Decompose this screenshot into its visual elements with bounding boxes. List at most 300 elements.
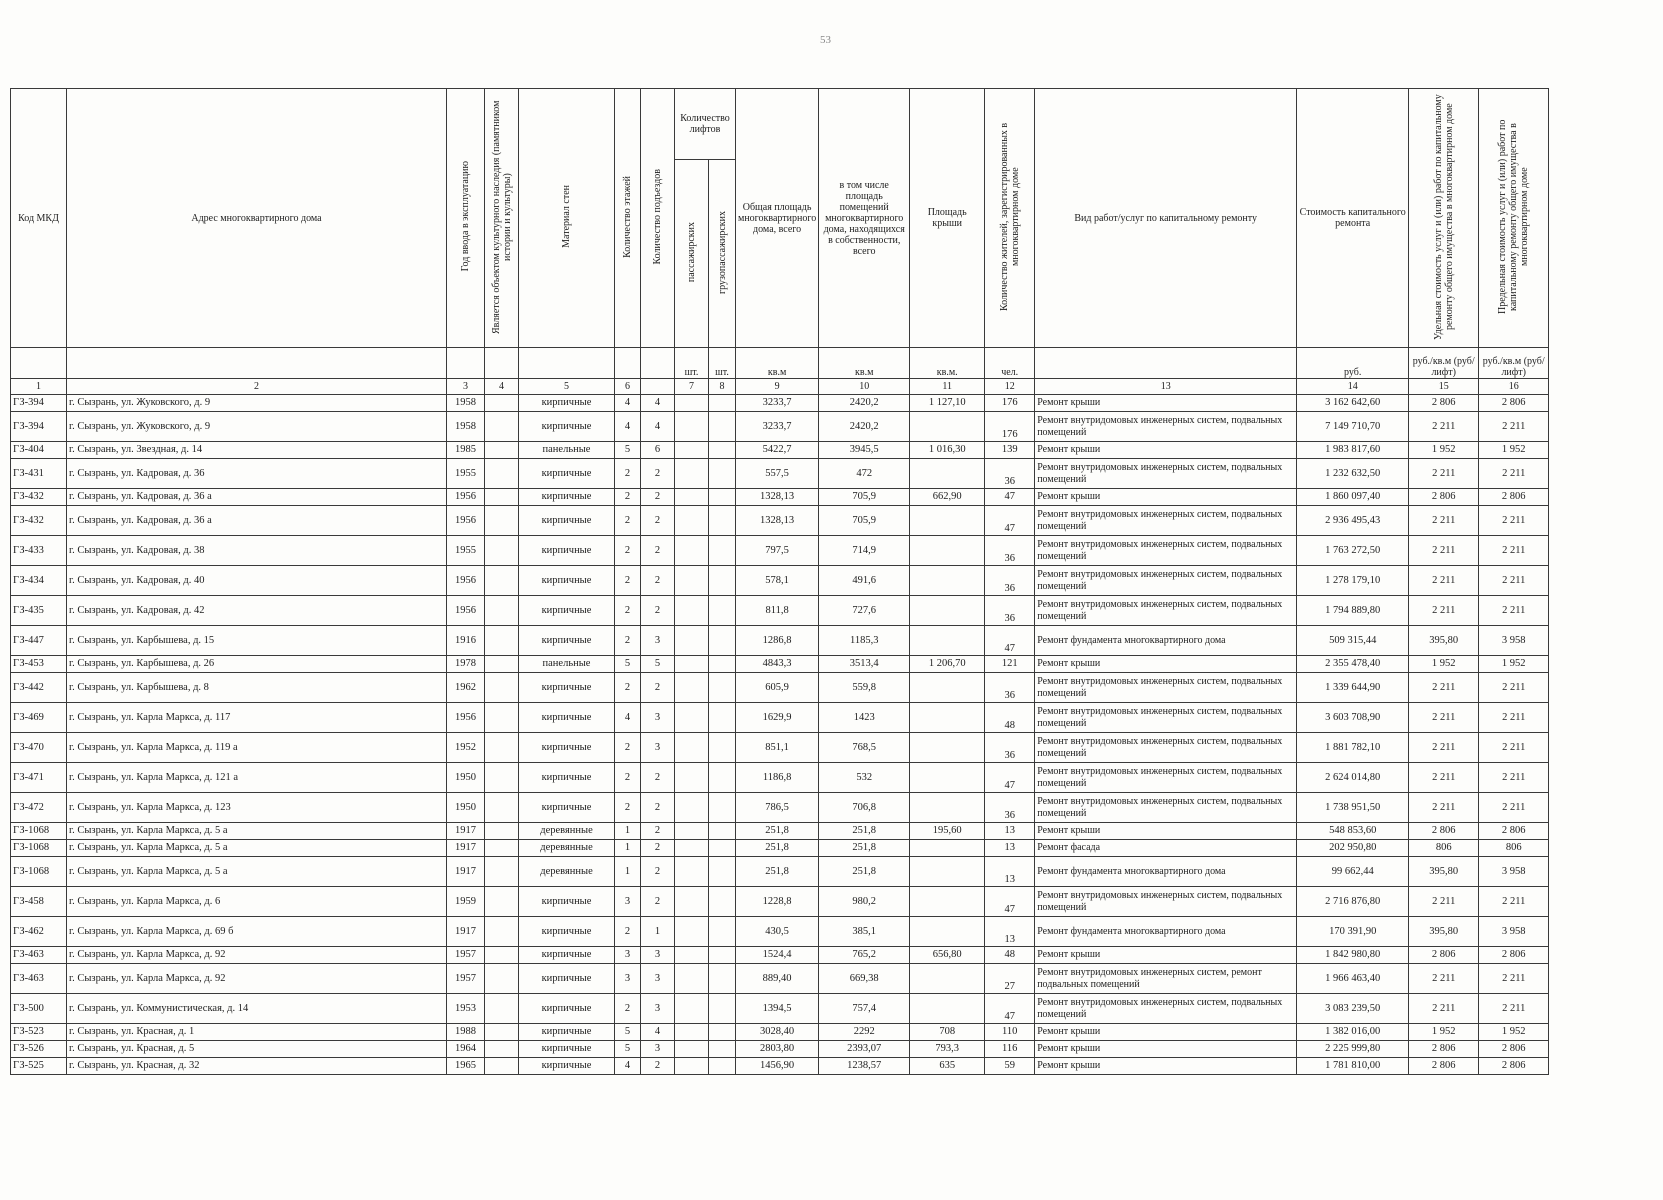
column-number: 6 — [615, 379, 641, 395]
cell-entrances: 2 — [641, 840, 675, 857]
cell-unit-cost: 2 211 — [1409, 733, 1479, 763]
cell-unit-cost: 2 806 — [1409, 1041, 1479, 1058]
cell-max-cost: 2 211 — [1479, 536, 1549, 566]
table-row — [11, 459, 1549, 489]
cell-code: ГЗ-1068 — [11, 857, 67, 887]
cell-area-owned: 491,6 — [819, 566, 910, 596]
cell-lifts-pass — [675, 536, 709, 566]
cell-area-total: 3233,7 — [736, 412, 819, 442]
cell-address: г. Сызрань, ул. Карбышева, д. 26 — [67, 656, 447, 673]
cell-work: Ремонт внутридомовых инженерных систем, подвальных помещений — [1035, 793, 1297, 823]
cell-residents: 48 — [985, 703, 1035, 733]
cell-entrances: 2 — [641, 887, 675, 917]
cell-code: ГЗ-394 — [11, 395, 67, 412]
column-number: 16 — [1479, 379, 1549, 395]
cell-floors: 2 — [615, 459, 641, 489]
col-lifts-cargo-header: грузопассажирских — [709, 160, 736, 348]
cell-area-owned: 251,8 — [819, 823, 910, 840]
cell-floors: 3 — [615, 887, 641, 917]
cell-material: кирпичные — [519, 733, 615, 763]
cell-code: ГЗ-500 — [11, 994, 67, 1024]
cell-lifts-cargo — [709, 994, 736, 1024]
cell-address: г. Сызрань, ул. Красная, д. 5 — [67, 1041, 447, 1058]
unit-unit-cost: руб./кв.м (руб/лифт) — [1409, 348, 1479, 379]
cell-year: 1958 — [447, 412, 485, 442]
cell-code: ГЗ-462 — [11, 917, 67, 947]
cell-max-cost: 1 952 — [1479, 442, 1549, 459]
cell-code: ГЗ-471 — [11, 763, 67, 793]
cell-lifts-pass — [675, 1024, 709, 1041]
cell-address: г. Сызрань, ул. Карла Маркса, д. 5 а — [67, 857, 447, 887]
cell-entrances: 3 — [641, 703, 675, 733]
cell-max-cost: 2 211 — [1479, 733, 1549, 763]
cell-work: Ремонт внутридомовых инженерных систем, подвальных помещений — [1035, 673, 1297, 703]
cell-unit-cost: 2 211 — [1409, 703, 1479, 733]
cell-lifts-cargo — [709, 412, 736, 442]
cell-cost: 1 339 644,90 — [1297, 673, 1409, 703]
cell-entrances: 3 — [641, 733, 675, 763]
cell-lifts-pass — [675, 596, 709, 626]
cell-code: ГЗ-463 — [11, 964, 67, 994]
col-roof-header: Площадь крыши — [910, 89, 985, 348]
cell-cost: 3 603 708,90 — [1297, 703, 1409, 733]
cell-max-cost: 2 211 — [1479, 673, 1549, 703]
table-row — [11, 733, 1549, 763]
cell-work: Ремонт внутридомовых инженерных систем, подвальных помещений — [1035, 536, 1297, 566]
cell-area-total: 251,8 — [736, 857, 819, 887]
cell-address: г. Сызрань, ул. Кадровая, д. 42 — [67, 596, 447, 626]
cell-residents: 59 — [985, 1058, 1035, 1075]
cell-heritage — [485, 536, 519, 566]
cell-lifts-pass — [675, 1058, 709, 1075]
cell-cost: 1 278 179,10 — [1297, 566, 1409, 596]
table-row — [11, 1024, 1549, 1041]
cell-heritage — [485, 673, 519, 703]
column-number: 15 — [1409, 379, 1479, 395]
cell-residents: 27 — [985, 964, 1035, 994]
cell-residents: 36 — [985, 536, 1035, 566]
cell-lifts-cargo — [709, 840, 736, 857]
cell-area-total: 1394,5 — [736, 994, 819, 1024]
cell-lifts-pass — [675, 506, 709, 536]
cell-year: 1964 — [447, 1041, 485, 1058]
cell-material: кирпичные — [519, 1024, 615, 1041]
cell-max-cost: 2 211 — [1479, 566, 1549, 596]
cell-max-cost: 2 211 — [1479, 994, 1549, 1024]
table-row — [11, 947, 1549, 964]
cell-year: 1917 — [447, 840, 485, 857]
cell-year: 1956 — [447, 489, 485, 506]
cell-floors: 2 — [615, 917, 641, 947]
cell-material: кирпичные — [519, 887, 615, 917]
cell-residents: 139 — [985, 442, 1035, 459]
cell-area-total: 5422,7 — [736, 442, 819, 459]
cell-cost: 1 842 980,80 — [1297, 947, 1409, 964]
cell-code: ГЗ-442 — [11, 673, 67, 703]
cell-code: ГЗ-447 — [11, 626, 67, 656]
cell-entrances: 6 — [641, 442, 675, 459]
cell-unit-cost: 2 806 — [1409, 1058, 1479, 1075]
column-number: 12 — [985, 379, 1035, 395]
cell-floors: 2 — [615, 506, 641, 536]
cell-unit-cost: 2 211 — [1409, 763, 1479, 793]
cell-heritage — [485, 395, 519, 412]
cell-max-cost: 2 211 — [1479, 412, 1549, 442]
col-max-cost-header: Предельная стоимость услуг и (или) работ по капитальному ремонту общего имущества в многоквартирном доме — [1479, 89, 1549, 348]
cell-area-owned: 765,2 — [819, 947, 910, 964]
cell-residents: 36 — [985, 459, 1035, 489]
cell-material: деревянные — [519, 823, 615, 840]
cell-address: г. Сызрань, ул. Карбышева, д. 8 — [67, 673, 447, 703]
cell-floors: 5 — [615, 442, 641, 459]
cell-unit-cost: 1 952 — [1409, 656, 1479, 673]
cell-material: кирпичные — [519, 536, 615, 566]
cell-material: кирпичные — [519, 1041, 615, 1058]
cell-material: кирпичные — [519, 763, 615, 793]
cell-code: ГЗ-432 — [11, 506, 67, 536]
cell-heritage — [485, 703, 519, 733]
col-area-owned-header: в том числе площадь помещений многоквартирного дома, находящихся в собственности, всего — [819, 89, 910, 348]
cell-unit-cost: 2 211 — [1409, 887, 1479, 917]
cell-max-cost: 3 958 — [1479, 917, 1549, 947]
cell-heritage — [485, 994, 519, 1024]
col-work-header: Вид работ/услуг по капитальному ремонту — [1035, 89, 1297, 348]
cell-lifts-pass — [675, 823, 709, 840]
cell-lifts-pass — [675, 763, 709, 793]
cell-material: кирпичные — [519, 395, 615, 412]
cell-heritage — [485, 793, 519, 823]
cell-unit-cost: 2 211 — [1409, 994, 1479, 1024]
table-row — [11, 703, 1549, 733]
cell-heritage — [485, 489, 519, 506]
cell-material: деревянные — [519, 857, 615, 887]
col-cost-header: Стоимость капитального ремонта — [1297, 89, 1409, 348]
cell-cost: 202 950,80 — [1297, 840, 1409, 857]
cell-area-total: 3233,7 — [736, 395, 819, 412]
cell-year: 1959 — [447, 887, 485, 917]
cell-max-cost: 2 211 — [1479, 964, 1549, 994]
cell-cost: 548 853,60 — [1297, 823, 1409, 840]
cell-lifts-cargo — [709, 1024, 736, 1041]
cell-lifts-pass — [675, 703, 709, 733]
table-row — [11, 887, 1549, 917]
cell-address: г. Сызрань, ул. Карла Маркса, д. 5 а — [67, 823, 447, 840]
unit-roof: кв.м. — [910, 348, 985, 379]
cell-year: 1955 — [447, 459, 485, 489]
column-numbers-row — [11, 379, 1549, 395]
cell-area-owned: 768,5 — [819, 733, 910, 763]
cell-entrances: 2 — [641, 1058, 675, 1075]
cell-year: 1988 — [447, 1024, 485, 1041]
cell-area-owned: 980,2 — [819, 887, 910, 917]
cell-floors: 1 — [615, 823, 641, 840]
table-row — [11, 964, 1549, 994]
cell-material: кирпичные — [519, 412, 615, 442]
cell-heritage — [485, 823, 519, 840]
cell-entrances: 2 — [641, 536, 675, 566]
cell-code: ГЗ-431 — [11, 459, 67, 489]
cell-lifts-pass — [675, 442, 709, 459]
table-row — [11, 442, 1549, 459]
cell-lifts-pass — [675, 994, 709, 1024]
cell-work: Ремонт внутридомовых инженерных систем, подвальных помещений — [1035, 459, 1297, 489]
cell-area-owned: 1238,57 — [819, 1058, 910, 1075]
cell-work: Ремонт крыши — [1035, 656, 1297, 673]
cell-lifts-pass — [675, 459, 709, 489]
column-number: 14 — [1297, 379, 1409, 395]
cell-material: кирпичные — [519, 964, 615, 994]
cell-code: ГЗ-435 — [11, 596, 67, 626]
cell-code: ГЗ-469 — [11, 703, 67, 733]
cell-lifts-pass — [675, 412, 709, 442]
cell-floors: 1 — [615, 857, 641, 887]
cell-cost: 1 382 016,00 — [1297, 1024, 1409, 1041]
cell-max-cost: 2 806 — [1479, 395, 1549, 412]
cell-area-total: 1328,13 — [736, 489, 819, 506]
cell-area-owned: 3945,5 — [819, 442, 910, 459]
column-number: 4 — [485, 379, 519, 395]
capital-repair-table — [10, 88, 1549, 1075]
cell-lifts-cargo — [709, 947, 736, 964]
cell-address: г. Сызрань, ул. Карла Маркса, д. 92 — [67, 947, 447, 964]
table-row — [11, 626, 1549, 656]
cell-roof — [910, 703, 985, 733]
column-number: 1 — [11, 379, 67, 395]
cell-unit-cost: 806 — [1409, 840, 1479, 857]
unit-area-owned: кв.м — [819, 348, 910, 379]
cell-lifts-cargo — [709, 442, 736, 459]
cell-lifts-pass — [675, 733, 709, 763]
cell-work: Ремонт крыши — [1035, 1058, 1297, 1075]
table-row — [11, 1041, 1549, 1058]
cell-work: Ремонт внутридомовых инженерных систем, подвальных помещений — [1035, 887, 1297, 917]
cell-roof — [910, 887, 985, 917]
cell-roof — [910, 917, 985, 947]
cell-work: Ремонт внутридомовых инженерных систем, подвальных помещений — [1035, 506, 1297, 536]
cell-lifts-pass — [675, 947, 709, 964]
cell-cost: 2 716 876,80 — [1297, 887, 1409, 917]
cell-residents: 176 — [985, 412, 1035, 442]
cell-floors: 2 — [615, 489, 641, 506]
cell-max-cost: 2 211 — [1479, 793, 1549, 823]
cell-residents: 36 — [985, 733, 1035, 763]
cell-floors: 4 — [615, 412, 641, 442]
cell-lifts-pass — [675, 673, 709, 703]
cell-roof — [910, 964, 985, 994]
cell-material: кирпичные — [519, 1058, 615, 1075]
cell-max-cost: 806 — [1479, 840, 1549, 857]
cell-heritage — [485, 947, 519, 964]
cell-area-total: 1524,4 — [736, 947, 819, 964]
cell-lifts-pass — [675, 887, 709, 917]
cell-lifts-cargo — [709, 536, 736, 566]
cell-max-cost: 1 952 — [1479, 656, 1549, 673]
table-row — [11, 840, 1549, 857]
cell-lifts-pass — [675, 489, 709, 506]
cell-roof — [910, 459, 985, 489]
cell-material: кирпичные — [519, 626, 615, 656]
cell-area-owned: 2420,2 — [819, 412, 910, 442]
cell-max-cost: 2 806 — [1479, 489, 1549, 506]
cell-material: кирпичные — [519, 917, 615, 947]
cell-area-total: 557,5 — [736, 459, 819, 489]
cell-area-owned: 1185,3 — [819, 626, 910, 656]
cell-area-total: 4843,3 — [736, 656, 819, 673]
cell-work: Ремонт фундамента многоквартирного дома — [1035, 917, 1297, 947]
cell-residents: 47 — [985, 763, 1035, 793]
cell-cost: 2 355 478,40 — [1297, 656, 1409, 673]
cell-max-cost: 2 211 — [1479, 506, 1549, 536]
units-row — [11, 348, 1549, 379]
cell-material: кирпичные — [519, 506, 615, 536]
table-row — [11, 1058, 1549, 1075]
table-row — [11, 917, 1549, 947]
cell-lifts-cargo — [709, 566, 736, 596]
unit-max-cost: руб./кв.м (руб/лифт) — [1479, 348, 1549, 379]
cell-code: ГЗ-525 — [11, 1058, 67, 1075]
cell-area-total: 251,8 — [736, 823, 819, 840]
cell-heritage — [485, 412, 519, 442]
cell-entrances: 3 — [641, 1041, 675, 1058]
unit-residents: чел. — [985, 348, 1035, 379]
col-code-header: Код МКД — [11, 89, 67, 348]
cell-entrances: 2 — [641, 596, 675, 626]
cell-entrances: 2 — [641, 823, 675, 840]
cell-cost: 1 763 272,50 — [1297, 536, 1409, 566]
cell-unit-cost: 2 211 — [1409, 506, 1479, 536]
col-entrances-header: Количество подъездов — [641, 89, 675, 348]
table-row — [11, 506, 1549, 536]
cell-residents: 36 — [985, 793, 1035, 823]
cell-lifts-cargo — [709, 459, 736, 489]
cell-roof — [910, 857, 985, 887]
cell-area-total: 1186,8 — [736, 763, 819, 793]
cell-work: Ремонт крыши — [1035, 442, 1297, 459]
cell-max-cost: 2 806 — [1479, 947, 1549, 964]
cell-area-owned: 3513,4 — [819, 656, 910, 673]
cell-cost: 1 738 951,50 — [1297, 793, 1409, 823]
cell-floors: 2 — [615, 536, 641, 566]
cell-floors: 2 — [615, 626, 641, 656]
cell-floors: 5 — [615, 1041, 641, 1058]
col-area-total-header: Общая площадь многоквартирного дома, всего — [736, 89, 819, 348]
cell-unit-cost: 2 806 — [1409, 947, 1479, 964]
table-row — [11, 994, 1549, 1024]
cell-roof — [910, 566, 985, 596]
cell-unit-cost: 1 952 — [1409, 1024, 1479, 1041]
table-row — [11, 412, 1549, 442]
cell-material: кирпичные — [519, 566, 615, 596]
cell-address: г. Сызрань, ул. Кадровая, д. 36 — [67, 459, 447, 489]
cell-area-total: 3028,40 — [736, 1024, 819, 1041]
cell-year: 1952 — [447, 733, 485, 763]
cell-work: Ремонт внутридомовых инженерных систем, подвальных помещений — [1035, 994, 1297, 1024]
cell-work: Ремонт крыши — [1035, 823, 1297, 840]
cell-entrances: 2 — [641, 566, 675, 596]
cell-floors: 3 — [615, 947, 641, 964]
cell-code: ГЗ-432 — [11, 489, 67, 506]
cell-year: 1958 — [447, 395, 485, 412]
page-number: 53 — [820, 34, 831, 46]
cell-heritage — [485, 459, 519, 489]
col-lifts-pass-header: пассажирских — [675, 160, 709, 348]
cell-work: Ремонт крыши — [1035, 489, 1297, 506]
cell-heritage — [485, 442, 519, 459]
table-row — [11, 656, 1549, 673]
col-material-header: Материал стен — [519, 89, 615, 348]
cell-unit-cost: 395,80 — [1409, 626, 1479, 656]
cell-year: 1953 — [447, 994, 485, 1024]
cell-max-cost: 1 952 — [1479, 1024, 1549, 1041]
cell-cost: 170 391,90 — [1297, 917, 1409, 947]
cell-work: Ремонт внутридомовых инженерных систем, подвальных помещений — [1035, 566, 1297, 596]
cell-unit-cost: 2 211 — [1409, 673, 1479, 703]
cell-cost: 1 983 817,60 — [1297, 442, 1409, 459]
cell-area-owned: 251,8 — [819, 840, 910, 857]
cell-entrances: 1 — [641, 917, 675, 947]
cell-unit-cost: 2 806 — [1409, 395, 1479, 412]
column-number: 10 — [819, 379, 910, 395]
cell-residents: 36 — [985, 673, 1035, 703]
cell-residents: 116 — [985, 1041, 1035, 1058]
cell-area-total: 605,9 — [736, 673, 819, 703]
cell-lifts-pass — [675, 566, 709, 596]
cell-floors: 4 — [615, 703, 641, 733]
cell-material: кирпичные — [519, 994, 615, 1024]
cell-work: Ремонт крыши — [1035, 395, 1297, 412]
cell-area-owned: 251,8 — [819, 857, 910, 887]
cell-address: г. Сызрань, ул. Красная, д. 1 — [67, 1024, 447, 1041]
cell-work: Ремонт внутридомовых инженерных систем, подвальных помещений — [1035, 412, 1297, 442]
cell-entrances: 2 — [641, 857, 675, 887]
cell-roof — [910, 733, 985, 763]
col-heritage-header: Является объектом культурного наследия (памятником истории и культуры) — [485, 89, 519, 348]
cell-lifts-cargo — [709, 395, 736, 412]
cell-lifts-cargo — [709, 673, 736, 703]
cell-residents: 47 — [985, 506, 1035, 536]
cell-area-total: 1328,13 — [736, 506, 819, 536]
cell-area-total: 797,5 — [736, 536, 819, 566]
cell-work: Ремонт крыши — [1035, 1041, 1297, 1058]
cell-area-total: 430,5 — [736, 917, 819, 947]
table-row — [11, 489, 1549, 506]
cell-work: Ремонт фундамента многоквартирного дома — [1035, 857, 1297, 887]
cell-area-total: 2803,80 — [736, 1041, 819, 1058]
cell-floors: 2 — [615, 733, 641, 763]
cell-lifts-pass — [675, 840, 709, 857]
cell-year: 1956 — [447, 566, 485, 596]
cell-residents: 176 — [985, 395, 1035, 412]
cell-unit-cost: 2 211 — [1409, 964, 1479, 994]
cell-roof: 195,60 — [910, 823, 985, 840]
cell-floors: 4 — [615, 1058, 641, 1075]
cell-material: кирпичные — [519, 703, 615, 733]
cell-area-owned: 669,38 — [819, 964, 910, 994]
cell-lifts-cargo — [709, 964, 736, 994]
cell-area-owned: 559,8 — [819, 673, 910, 703]
cell-area-total: 851,1 — [736, 733, 819, 763]
cell-area-total: 786,5 — [736, 793, 819, 823]
cell-address: г. Сызрань, ул. Жуковского, д. 9 — [67, 412, 447, 442]
cell-entrances: 5 — [641, 656, 675, 673]
cell-area-owned: 705,9 — [819, 489, 910, 506]
cell-year: 1956 — [447, 506, 485, 536]
column-number: 11 — [910, 379, 985, 395]
cell-area-total: 1629,9 — [736, 703, 819, 733]
cell-floors: 4 — [615, 395, 641, 412]
cell-entrances: 2 — [641, 459, 675, 489]
cell-max-cost: 2 211 — [1479, 459, 1549, 489]
